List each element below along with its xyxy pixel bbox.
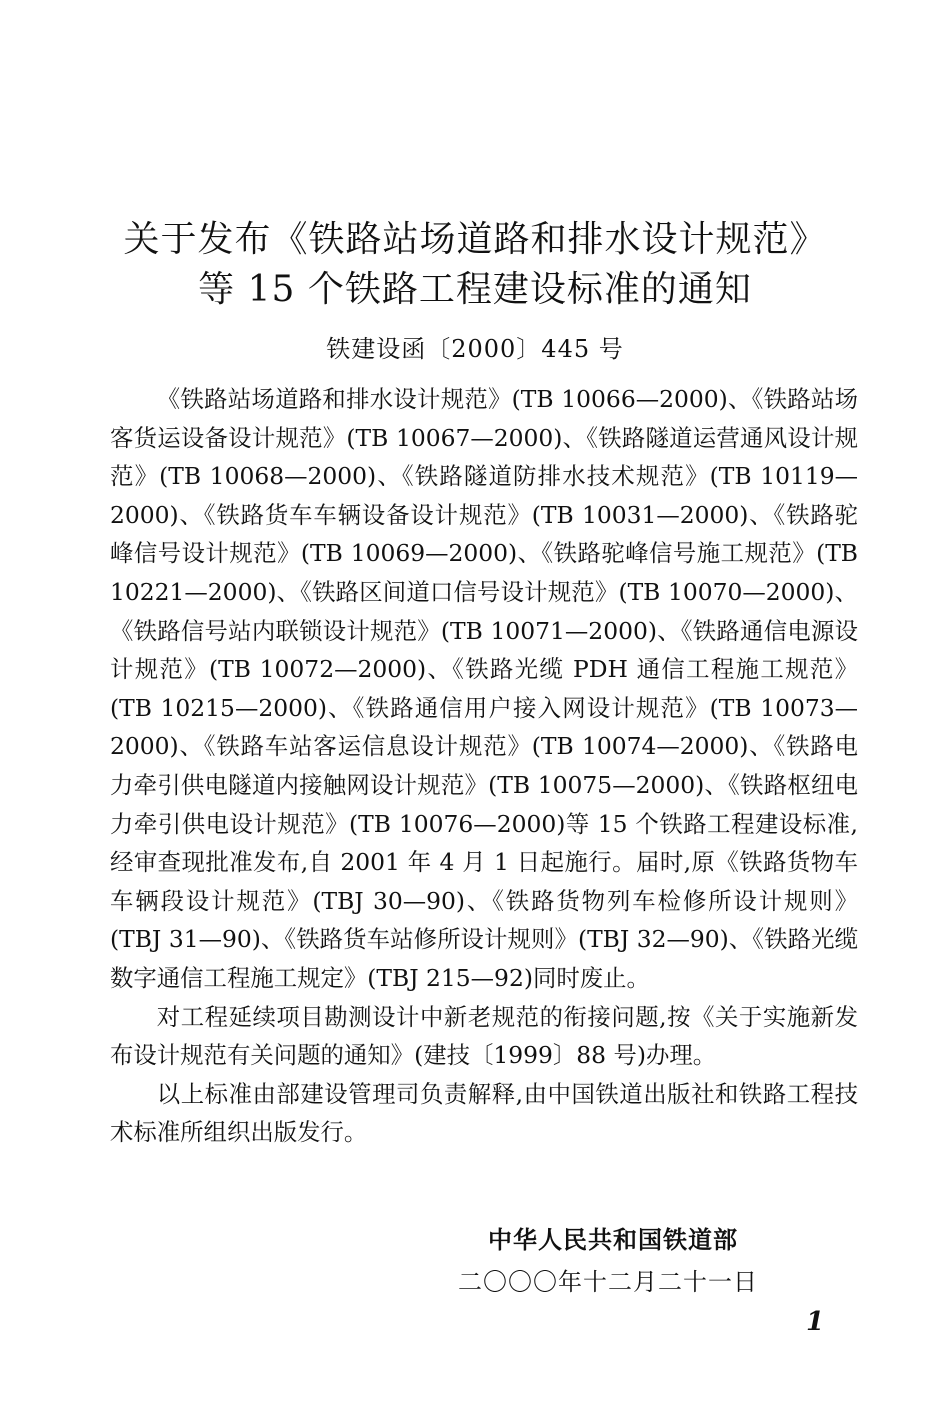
- paragraph-transition: 对工程延续项目勘测设计中新老规范的衔接问题,按《关于实施新发布设计规范有关问题的通知》(建技〔1999〕88 号)办理。: [110, 1002, 858, 1070]
- paragraph-standards-list: 《铁路站场道路和排水设计规范》(TB 10066—2000)、《铁路站场客货运设备设计规范》(TB 10067—2000)、《铁路隧道运营通风设计规范》(TB 10068—2000)、《铁路隧道防排水技术规范》(TB 10119—2000)、《铁路货车车辆设备设计规范》(TB 10031—2000)、《铁路驼峰信号设计规范》(TB 10069—2000)、《铁路驼峰信号施工规范》(TB 10221—2000)、《铁路区间道口信号设计规范》(TB 10070—2000)、《铁路信号站内联锁设计规范》(TB 10071—2000)、《铁路通信电源设计规范》(TB 10072—2000)、《铁路光缆 PDH 通信工程施工规范》(TB 10215—2000)、《铁路通信用户接入网设计规范》(TB 10073—2000)、《铁路车站客运信息设计规范》(TB 10074—2000)、《铁路电力牵引供电隧道内接触网设计规范》(TB 10075—2000)、《铁路枢纽电力牵引供电设计规范》(TB 10076—2000)等 15 个铁路工程建设标准,经审查现批准发布,自 2001 年 4 月 1 日起施行。届时,原《铁路货物车车辆段设计规范》(TBJ 30—90)、《铁路货物列车检修所设计规则》(TBJ 31—90)、《铁路货车站修所设计规则》(TBJ 32—90)、《铁路光缆数字通信工程施工规定》(TBJ 215—92)同时废止。: [110, 385, 858, 992]
- title-line-2: 等 15 个铁路工程建设标准的通知: [198, 269, 752, 310]
- document-number: 铁建设函〔2000〕445 号: [326, 335, 624, 363]
- signature-organization: 中华人民共和国铁道部: [488, 1226, 738, 1254]
- page-number: 1: [806, 1307, 825, 1337]
- notice-body: [110, 380, 858, 1152]
- signature-date: 二〇〇〇年十二月二十一日: [458, 1268, 758, 1296]
- paragraph-interpretation: 以上标准由部建设管理司负责解释,由中国铁道出版社和铁路工程技术标准所组织出版发行。: [110, 1079, 858, 1147]
- title-line-1: 关于发布《铁路站场道路和排水设计规范》: [123, 219, 827, 260]
